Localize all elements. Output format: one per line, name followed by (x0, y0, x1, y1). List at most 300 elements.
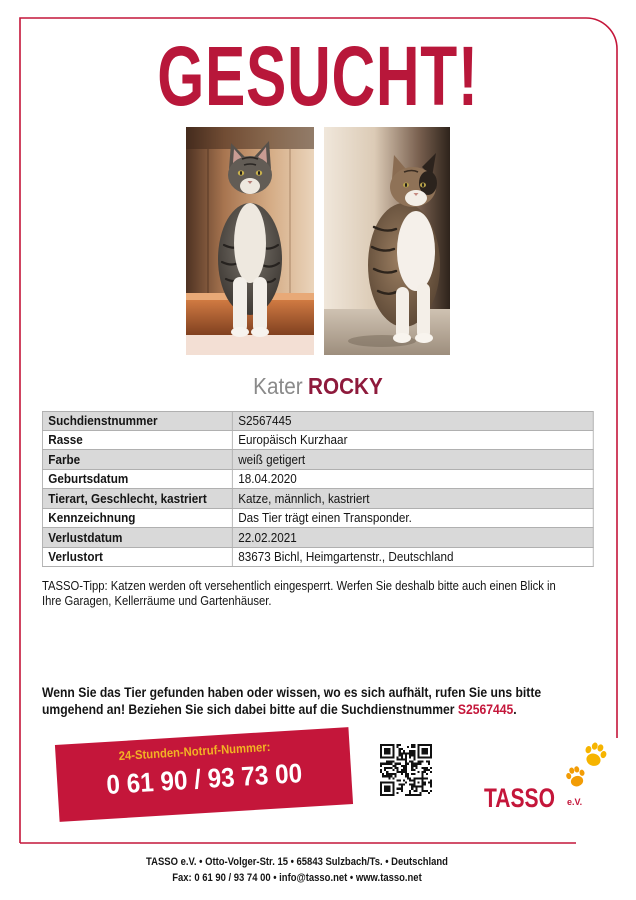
qr-module (405, 752, 407, 754)
qr-module (392, 792, 394, 794)
cat-photo-left-image (186, 127, 314, 355)
qr-module (390, 794, 392, 796)
qr-module (422, 781, 424, 783)
qr-module (392, 786, 394, 788)
qr-module (422, 748, 424, 750)
qr-module (422, 777, 424, 779)
qr-module (420, 794, 422, 796)
row-label: Rasse (43, 431, 233, 450)
qr-module (417, 763, 419, 765)
qr-module (386, 763, 388, 765)
qr-module (380, 750, 382, 752)
qr-module (380, 754, 382, 756)
row-value: Das Tier trägt einen Transponder. (238, 510, 412, 526)
qr-module (388, 767, 390, 769)
qr-module (382, 744, 384, 746)
qr-module (409, 792, 411, 794)
qr-module (424, 777, 426, 779)
qr-module (401, 765, 403, 767)
qr-module (388, 775, 390, 777)
qr-module (405, 759, 407, 761)
qr-module (397, 746, 399, 748)
qr-module (397, 788, 399, 790)
qr-module (417, 777, 419, 779)
qr-module (392, 750, 394, 752)
qr-module (405, 767, 407, 769)
qr-module (386, 748, 388, 750)
qr-module (403, 779, 405, 781)
qr-module (403, 771, 405, 773)
qr-module (411, 754, 413, 756)
qr-module (426, 767, 428, 769)
qr-module (426, 773, 428, 775)
cta-line (42, 701, 594, 718)
qr-module (380, 756, 382, 758)
qr-module (426, 750, 428, 752)
qr-module (430, 744, 432, 746)
qr-module (430, 748, 432, 750)
qr-code-icon (380, 744, 432, 796)
qr-module (417, 761, 419, 763)
qr-module (403, 752, 405, 754)
qr-module (430, 750, 432, 752)
qr-module (409, 784, 411, 786)
qr-module (382, 773, 384, 775)
qr-module (430, 756, 432, 758)
qr-module (380, 771, 382, 773)
qr-module (420, 744, 422, 746)
qr-module (422, 788, 424, 790)
qr-module (405, 773, 407, 775)
qr-module (411, 761, 413, 763)
qr-module (386, 771, 388, 773)
qr-module (392, 765, 394, 767)
qr-module (430, 790, 432, 792)
qr-module (399, 771, 401, 773)
qr-module (380, 769, 382, 771)
qr-module (397, 759, 399, 761)
qr-module (428, 761, 430, 763)
qr-module (430, 771, 432, 773)
qr-module (424, 744, 426, 746)
qr-module (422, 767, 424, 769)
qr-module (403, 765, 405, 767)
qr-module (424, 784, 426, 786)
qr-module (397, 779, 399, 781)
qr-module (430, 781, 432, 783)
qr-module (386, 767, 388, 769)
qr-module (407, 794, 409, 796)
qr-module (390, 775, 392, 777)
qr-module (392, 769, 394, 771)
qr-module (386, 775, 388, 777)
qr-module (401, 788, 403, 790)
row-label: Geburtsdatum (43, 470, 233, 489)
qr-module (424, 769, 426, 771)
qr-module (405, 794, 407, 796)
qr-module (384, 752, 386, 754)
qr-module (426, 761, 428, 763)
row-value: 83673 Bichl, Heimgartenstr., Deutschland (238, 549, 454, 565)
qr-module (417, 786, 419, 788)
qr-module (380, 744, 382, 746)
qr-module (384, 769, 386, 771)
qr-module (390, 744, 392, 746)
qr-module (403, 767, 405, 769)
qr-module (382, 763, 384, 765)
qr-module (386, 761, 388, 763)
qr-module (409, 790, 411, 792)
table-row (42, 489, 594, 509)
qr-module (386, 750, 388, 752)
animal-name (32, 372, 604, 400)
qr-module (407, 746, 409, 748)
qr-module (413, 781, 415, 783)
qr-module (384, 786, 386, 788)
qr-module (420, 792, 422, 794)
qr-module (411, 786, 413, 788)
qr-module (388, 788, 390, 790)
row-value: 22.02.2021 (238, 529, 297, 545)
qr-module (388, 786, 390, 788)
qr-module (411, 769, 413, 771)
qr-module (401, 756, 403, 758)
qr-module (397, 744, 399, 746)
qr-module (428, 744, 430, 746)
qr-module (413, 786, 415, 788)
row-label: Verlustdatum (43, 528, 233, 547)
qr-module (388, 750, 390, 752)
qr-module (395, 767, 397, 769)
qr-module (413, 773, 415, 775)
cat-photo-right (324, 127, 450, 355)
qr-module (407, 752, 409, 754)
qr-module (405, 763, 407, 765)
qr-module (386, 773, 388, 775)
qr-module (384, 790, 386, 792)
qr-module (388, 763, 390, 765)
qr-module (397, 769, 399, 771)
qr-module (415, 765, 417, 767)
qr-module (386, 756, 388, 758)
qr-module (380, 765, 382, 767)
qr-module (390, 756, 392, 758)
cta-line-text: umgehend an! Beziehen Sie sich dabei bitte auf die Suchdienstnummer (42, 701, 458, 717)
qr-module (401, 784, 403, 786)
qr-module (388, 761, 390, 763)
table-row (42, 528, 594, 548)
qr-module (380, 788, 382, 790)
qr-module (409, 777, 411, 779)
qr-module (405, 754, 407, 756)
qr-module (392, 790, 394, 792)
qr-module (388, 794, 390, 796)
qr-module (411, 744, 413, 746)
qr-module (430, 784, 432, 786)
qr-module (397, 792, 399, 794)
qr-module (424, 767, 426, 769)
qr-module (401, 748, 403, 750)
qr-module (413, 763, 415, 765)
qr-module (384, 794, 386, 796)
qr-module (401, 771, 403, 773)
qr-module (415, 790, 417, 792)
qr-module (380, 748, 382, 750)
qr-module (413, 777, 415, 779)
qr-module (428, 792, 430, 794)
qr-module (399, 788, 401, 790)
cta-line: Wenn Sie das Tier gefunden haben oder wissen, wo es sich aufhält, rufen Sie uns bitte (42, 684, 542, 700)
qr-module (430, 754, 432, 756)
qr-module (420, 763, 422, 765)
qr-module (428, 756, 430, 758)
qr-module (380, 763, 382, 765)
qr-module (422, 750, 424, 752)
tasso-tip (42, 579, 594, 609)
qr-module (413, 790, 415, 792)
qr-module (405, 756, 407, 758)
qr-module (388, 773, 390, 775)
qr-module (409, 794, 411, 796)
qr-module (413, 779, 415, 781)
table-row (42, 548, 594, 568)
qr-module (397, 771, 399, 773)
qr-module (392, 794, 394, 796)
qr-module (430, 779, 432, 781)
qr-module (422, 786, 424, 788)
qr-module (380, 781, 382, 783)
qr-module (407, 773, 409, 775)
qr-module (424, 748, 426, 750)
qr-module (411, 779, 413, 781)
qr-module (399, 763, 401, 765)
qr-module (426, 744, 428, 746)
qr-module (413, 765, 415, 767)
qr-module (413, 754, 415, 756)
qr-module (407, 775, 409, 777)
qr-module (426, 752, 428, 754)
cat-photo-right-image (324, 127, 450, 355)
qr-module (386, 790, 388, 792)
qr-module (384, 775, 386, 777)
reference-number: S2567445 (457, 701, 514, 717)
qr-module (399, 744, 401, 746)
qr-module (430, 786, 432, 788)
qr-module (401, 759, 403, 761)
call-to-action (42, 684, 594, 718)
qr-module (413, 784, 415, 786)
qr-module (413, 794, 415, 796)
table-row (42, 411, 594, 431)
footer-contact: Fax: 0 61 90 / 93 74 00 • info@tasso.net • www.tasso.net (172, 872, 422, 884)
row-value: Europäisch Kurzhaar (238, 432, 348, 448)
qr-module (392, 781, 394, 783)
qr-module (382, 781, 384, 783)
qr-module (392, 748, 394, 750)
qr-module (411, 767, 413, 769)
qr-module (430, 767, 432, 769)
qr-module (422, 761, 424, 763)
qr-module (405, 781, 407, 783)
qr-module (413, 769, 415, 771)
qr-module (411, 763, 413, 765)
qr-module (403, 759, 405, 761)
qr-module (392, 773, 394, 775)
qr-module (395, 765, 397, 767)
qr-module (380, 794, 382, 796)
qr-module (415, 767, 417, 769)
qr-module (417, 744, 419, 746)
qr-module (424, 752, 426, 754)
row-value: S2567445 (238, 413, 292, 429)
qr-module (417, 748, 419, 750)
qr-module (380, 746, 382, 748)
qr-module (392, 788, 394, 790)
tasso-logo-name: TASSO (484, 783, 555, 813)
qr-module (380, 790, 382, 792)
qr-module (390, 767, 392, 769)
qr-module (382, 794, 384, 796)
tasso-logo-suffix: e.V. (567, 797, 583, 807)
qr-module (384, 748, 386, 750)
qr-module (401, 754, 403, 756)
qr-module (413, 750, 415, 752)
qr-module (422, 779, 424, 781)
qr-module (413, 752, 415, 754)
qr-module (409, 779, 411, 781)
qr-module (415, 763, 417, 765)
row-label: Tierart, Geschlecht, kastriert (43, 489, 233, 508)
qr-module (399, 784, 401, 786)
cat-photo-left (186, 127, 314, 355)
qr-module (422, 771, 424, 773)
qr-module (386, 788, 388, 790)
qr-module (384, 781, 386, 783)
details-table (42, 411, 594, 567)
qr-module (388, 756, 390, 758)
qr-module (386, 781, 388, 783)
qr-module (388, 790, 390, 792)
qr-module (405, 775, 407, 777)
qr-module (405, 769, 407, 771)
qr-module (422, 775, 424, 777)
qr-module (415, 794, 417, 796)
qr-module (380, 792, 382, 794)
qr-module (409, 756, 411, 758)
qr-module (390, 763, 392, 765)
qr-module (422, 790, 424, 792)
qr-module (403, 750, 405, 752)
qr-module (426, 769, 428, 771)
qr-module (411, 752, 413, 754)
qr-module (417, 771, 419, 773)
qr-module (392, 777, 394, 779)
qr-module (401, 786, 403, 788)
qr-module (399, 779, 401, 781)
qr-module (413, 744, 415, 746)
qr-module (386, 794, 388, 796)
qr-module (401, 790, 403, 792)
row-label: Farbe (43, 450, 233, 469)
row-label: Suchdienstnummer (43, 412, 233, 430)
qr-module (401, 773, 403, 775)
qr-module (409, 750, 411, 752)
qr-module (417, 781, 419, 783)
qr-module (384, 744, 386, 746)
qr-module (420, 761, 422, 763)
qr-module (392, 746, 394, 748)
qr-module (405, 761, 407, 763)
qr-module (397, 763, 399, 765)
qr-module (428, 763, 430, 765)
qr-module (413, 746, 415, 748)
qr-module (399, 759, 401, 761)
qr-module (424, 750, 426, 752)
qr-module (392, 744, 394, 746)
paw-print-icon (558, 738, 612, 794)
qr-module (430, 746, 432, 748)
qr-module (411, 746, 413, 748)
row-label: Kennzeichnung (43, 509, 233, 528)
qr-module (411, 773, 413, 775)
qr-module (424, 790, 426, 792)
qr-module (409, 752, 411, 754)
page-title: GESUCHT! (157, 29, 479, 123)
qr-module (413, 756, 415, 758)
qr-module (388, 777, 390, 779)
footer-address: TASSO e.V. • Otto-Volger-Str. 15 • 65843 Sulzbach/Ts. • Deutschland (146, 856, 448, 868)
qr-module (399, 752, 401, 754)
qr-module (392, 784, 394, 786)
qr-module (386, 744, 388, 746)
qr-module (384, 750, 386, 752)
qr-module (417, 794, 419, 796)
qr-module (390, 781, 392, 783)
qr-module (384, 756, 386, 758)
qr-module (399, 750, 401, 752)
qr-module (397, 756, 399, 758)
qr-module (407, 777, 409, 779)
qr-module (386, 752, 388, 754)
animal-species: Kater (253, 373, 303, 399)
qr-module (390, 761, 392, 763)
table-row (42, 450, 594, 470)
qr-module (388, 781, 390, 783)
qr-module (420, 777, 422, 779)
row-value: 18.04.2020 (238, 471, 297, 487)
qr-module (401, 752, 403, 754)
qr-module (417, 754, 419, 756)
qr-module (411, 794, 413, 796)
row-value: weiß getigert (238, 451, 306, 467)
qr-module (407, 763, 409, 765)
tip-line: Ihre Garagen, Kellerräume und Gartenhäuser. (42, 593, 272, 608)
qr-module (380, 784, 382, 786)
qr-module (424, 781, 426, 783)
qr-module (417, 746, 419, 748)
qr-module (390, 773, 392, 775)
qr-module (388, 752, 390, 754)
row-label: Verlustort (43, 548, 233, 567)
qr-module (384, 763, 386, 765)
qr-module (424, 756, 426, 758)
qr-module (401, 769, 403, 771)
qr-module (422, 744, 424, 746)
qr-module (411, 784, 413, 786)
qr-module (417, 756, 419, 758)
qr-module (409, 754, 411, 756)
qr-module (399, 748, 401, 750)
